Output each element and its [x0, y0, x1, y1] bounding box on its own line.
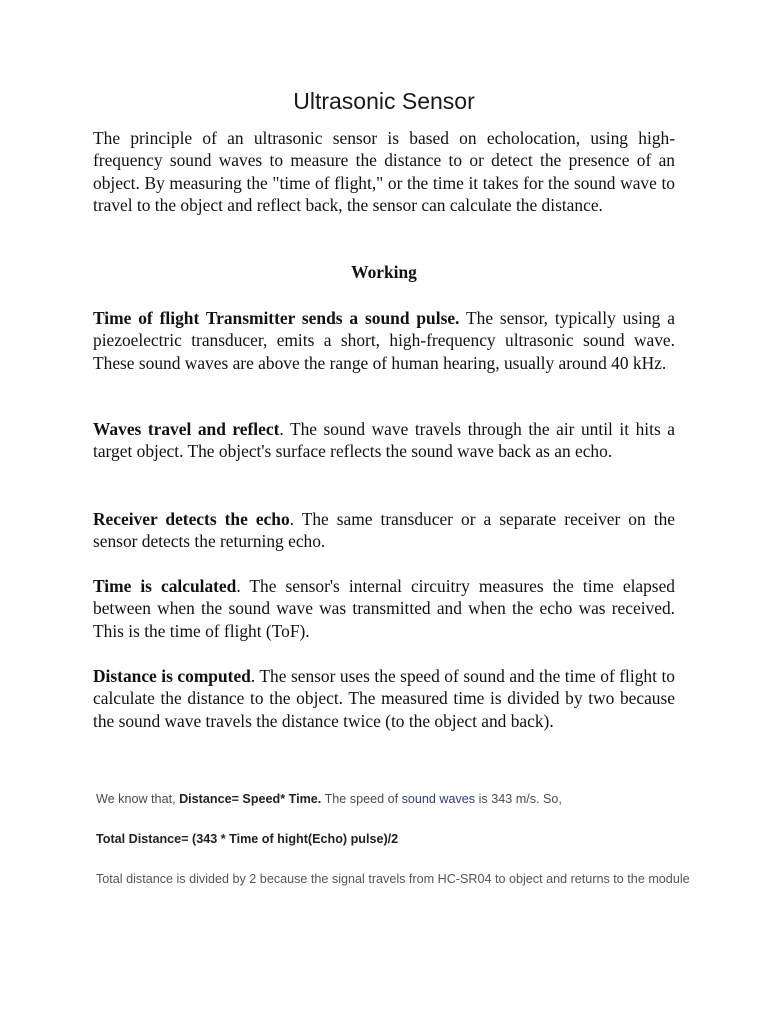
step-paragraph — [93, 665, 675, 732]
step-text: . The same transducer or a separate receiver on the sensor detects the returning echo. — [93, 509, 675, 552]
distance-formula: Distance= Speed* Time. — [179, 792, 322, 806]
step-paragraph — [93, 575, 675, 642]
division-explanation: Total distance is divided by 2 because the signal travels from HC-SR04 to object and returns to the module — [96, 872, 690, 886]
sound-waves-link[interactable]: sound waves — [401, 792, 476, 806]
note-prefix: We know that, — [96, 792, 180, 806]
page-title: Ultrasonic Sensor — [293, 88, 475, 114]
note-mid: The speed of — [321, 792, 402, 806]
step-lead: Waves travel and reflect — [93, 419, 280, 439]
step-paragraph — [93, 508, 675, 553]
step-lead: Time is calculated — [93, 576, 237, 596]
total-distance-formula: Total Distance= (343 * Time of hight(Echo) pulse)/2 — [96, 832, 399, 846]
formula-note — [96, 792, 716, 806]
step-text: . The sound wave travels through the air until it hits a target object. The object's surface reflects the sound wave back as an echo. — [93, 419, 675, 462]
intro-paragraph: The principle of an ultrasonic sensor is based on echolocation, using high-frequency sound waves to measure the distance to or detect the presence of an object. By measuring the "time of flight," or the time it takes for the sound wave to travel to the object and reflect back, the sensor can calculate the distance. — [93, 128, 675, 216]
step-paragraph — [93, 307, 675, 374]
step-text: The sensor, typically using a piezoelectric transducer, emits a short, high-frequency ultrasonic sound wave. These sound waves are above the range of human hearing, usually around 40 kHz. — [93, 308, 675, 373]
step-text: . The sensor's internal circuitry measures the time elapsed between when the sound wave was transmitted and when the echo was received. This is the time of flight (ToF). — [93, 576, 675, 641]
step-lead: Time of flight Transmitter sends a sound pulse. — [93, 308, 460, 328]
note-suffix: is 343 m/s. So, — [475, 792, 562, 806]
step-lead: Distance is computed — [93, 666, 251, 686]
step-text: . The sensor uses the speed of sound and the time of flight to calculate the distance to the object. The measured time is divided by two because the sound wave travels the distance twice (to the object and back). — [93, 666, 675, 731]
step-lead: Receiver detects the echo — [93, 509, 290, 529]
step-paragraph — [93, 418, 675, 463]
working-heading: Working — [351, 262, 417, 282]
